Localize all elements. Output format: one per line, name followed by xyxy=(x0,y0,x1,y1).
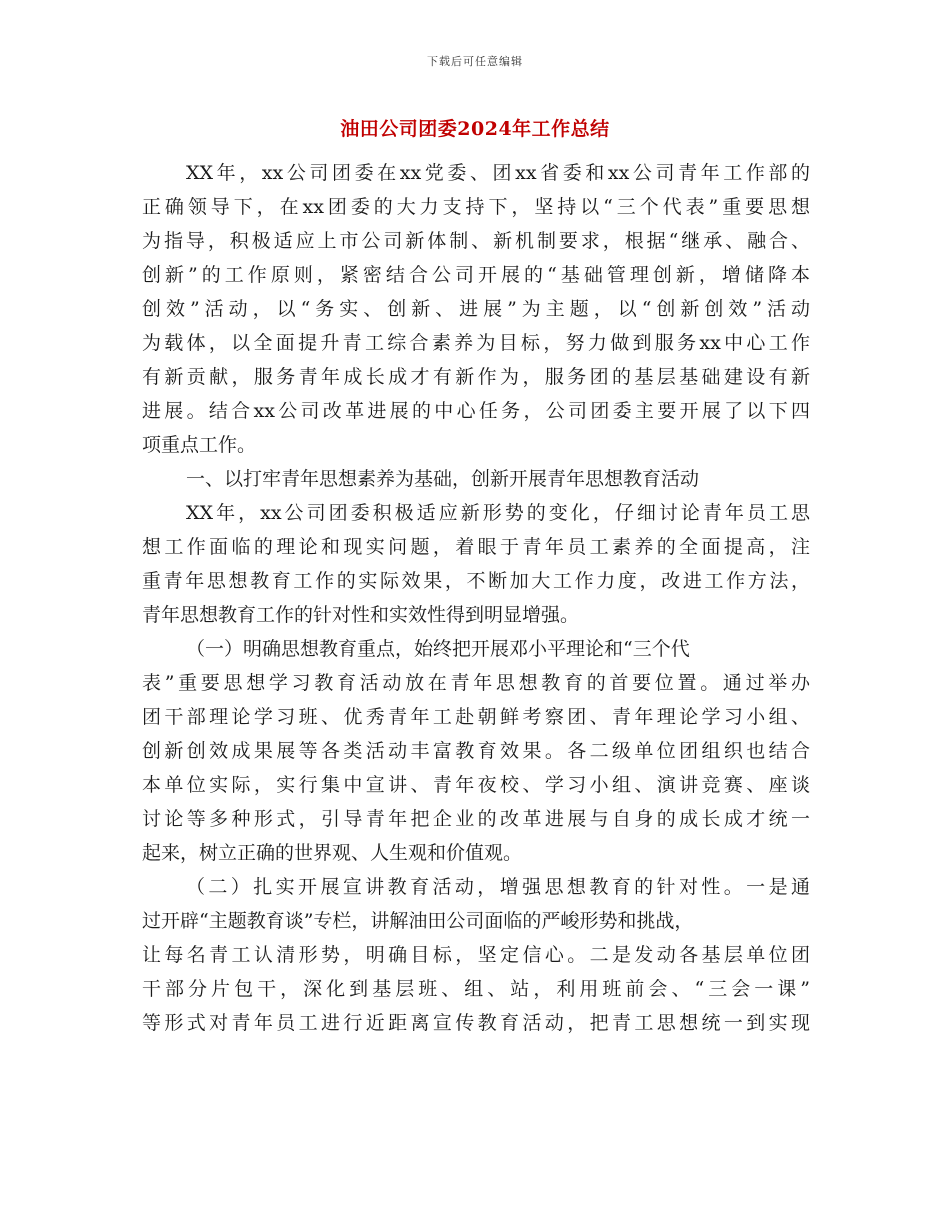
body-line: 想工作面临的理论和现实问题，着眼于青年员工素养的全面提高，注 xyxy=(142,536,810,558)
body-line: 等形式对青年员工进行近距离宣传教育活动，把青工思想统一到实现 xyxy=(142,1012,810,1034)
body-line: 过开辟“主题教育谈”专栏，讲解油田公司面临的严峻形势和挑战， xyxy=(142,910,694,932)
body-line: 让每名青工认清形势，明确目标，坚定信心。二是发动各基层单位团 xyxy=(142,944,810,966)
document-title: 油田公司团委2024年工作总结 xyxy=(340,118,610,140)
body-line: 创效”活动，以“务实、创新、进展”为主题，以“创新创效”活动 xyxy=(142,298,810,320)
body-line: 为指导，积极适应上市公司新体制、新机制要求，根据“继承、融合、 xyxy=(142,230,810,252)
download-note: 下载后可任意编辑 xyxy=(427,55,523,68)
body-line: 正确领导下，在xx团委的大力支持下，坚持以“三个代表”重要思想 xyxy=(142,196,810,218)
body-line: 有新贡献，服务青年成长成才有新作为，服务团的基层基础建设有新 xyxy=(142,366,810,388)
body-line: 本单位实际，实行集中宣讲、青年夜校、学习小组、演讲竞赛、座谈 xyxy=(142,774,810,796)
document-body xyxy=(142,156,810,1040)
body-line: （二）扎实开展宣讲教育活动，增强思想教育的针对性。一是通 xyxy=(186,876,810,898)
body-line: 青年思想教育工作的针对性和实效性得到明显增强。 xyxy=(142,604,580,626)
body-line: 创新创效成果展等各类活动丰富教育效果。各二级单位团组织也结合 xyxy=(142,740,810,762)
body-line: 项重点工作。 xyxy=(142,434,257,456)
body-line: 团干部理论学习班、优秀青年工赴朝鲜考察团、青年理论学习小组、 xyxy=(142,706,810,728)
body-line: 创新”的工作原则，紧密结合公司开展的“基础管理创新，增储降本 xyxy=(142,264,810,286)
body-line: XX年，xx公司团委在xx党委、团xx省委和xx公司青年工作部的 xyxy=(186,162,810,184)
body-line: 起来，树立正确的世界观、人生观和价值观。 xyxy=(142,842,523,864)
body-line: （一）明确思想教育重点，始终把开展邓小平理论和“三个代 xyxy=(186,638,690,660)
body-line: 进展。结合xx公司改革进展的中心任务，公司团委主要开展了以下四 xyxy=(142,400,810,422)
body-line: 干部分片包干，深化到基层班、组、站，利用班前会、“三会一课” xyxy=(142,978,810,1000)
body-line: 讨论等多种形式，引导青年把企业的改革进展与自身的成长成才统一 xyxy=(142,808,810,830)
body-line: 一、以打牢青年思想素养为基础，创新开展青年思想教育活动 xyxy=(186,468,700,490)
body-line: 重青年思想教育工作的实际效果，不断加大工作力度，改进工作方法， xyxy=(142,570,810,592)
body-line: XX年，xx公司团委积极适应新形势的变化，仔细讨论青年员工思 xyxy=(186,502,810,524)
body-line: 表”重要思想学习教育活动放在青年思想教育的首要位置。通过举办 xyxy=(142,672,810,694)
body-line: 为载体，以全面提升青工综合素养为目标，努力做到服务xx中心工作 xyxy=(142,332,810,354)
